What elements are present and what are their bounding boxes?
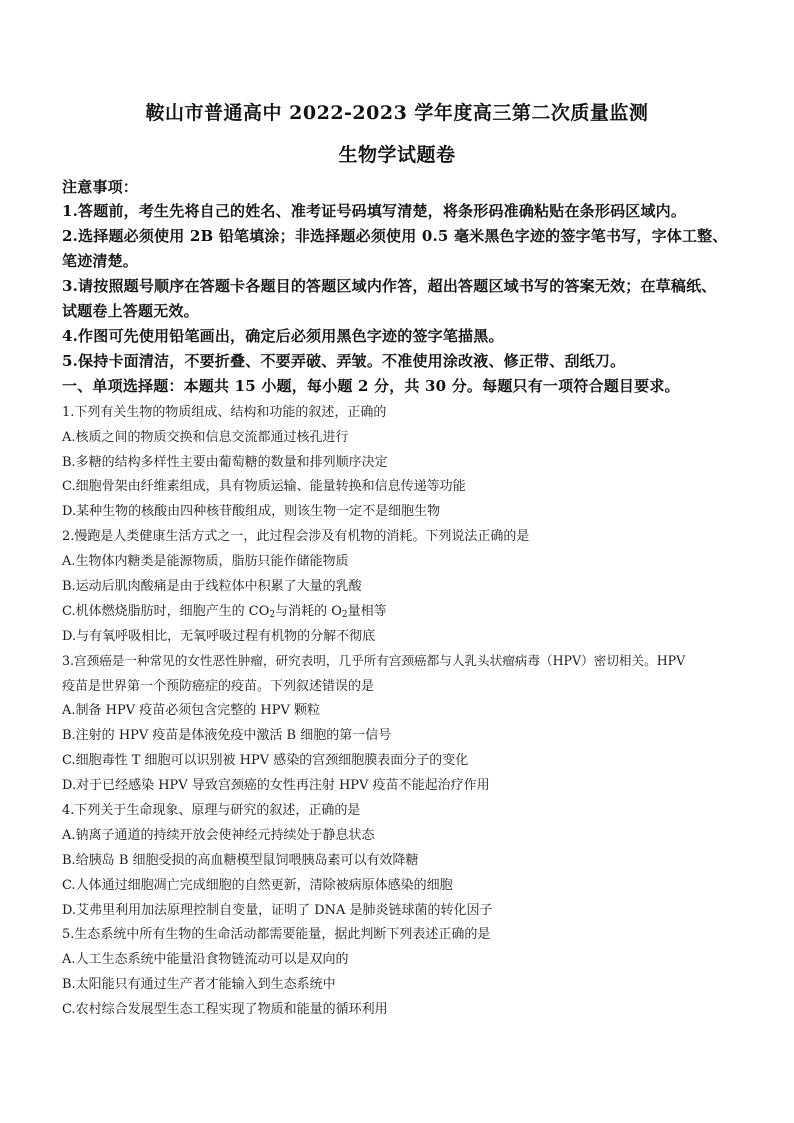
q2-option-c-post: 量相等	[347, 604, 387, 619]
q5-option-b: B.太阳能只有通过生产者才能输入到生态系统中	[62, 977, 336, 992]
q2-option-b: B.运动后肌肉酸痛是由于线粒体中积累了大量的乳酸	[62, 579, 362, 594]
q2-option-c-sub-1: 2	[269, 610, 276, 620]
q2-option-d: D.与有氧呼吸相比，无氧呼吸过程有机物的分解不彻底	[62, 629, 376, 644]
q3-option-d: D.对于已经感染 HPV 导致宫颈癌的女性再注射 HPV 疫苗不能起治疗作用	[62, 778, 490, 793]
q1-option-c: C.细胞骨架由纤维素组成，具有物质运输、能量转换和信息传递等功能	[62, 479, 466, 494]
q2-option-c-pre: C.机体燃烧脂肪时，细胞产生的 CO	[62, 604, 270, 619]
q4-option-b: B.给胰岛 B 细胞受损的高血糖模型鼠饲喂胰岛素可以有效降糖	[62, 853, 419, 868]
q4-option-d: D.艾弗里利用加法原理控制自变量，证明了 DNA 是肺炎链球菌的转化因子	[62, 903, 493, 918]
note-1: 1.答题前，考生先将自己的姓名、准考证号码填写清楚，将条形码准确粘贴在条形码区域内。	[62, 202, 687, 220]
q5-option-c: C.农村综合发展型生态工程实现了物质和能量的循环利用	[62, 1002, 388, 1017]
note-5: 5.保持卡面清洁，不要折叠、不要弄破、弄皱。不准使用涂改液、修正带、刮纸刀。	[62, 352, 626, 370]
exam-title: 鞍山市普通高中 2022-2023 学年度高三第二次质量监测	[145, 102, 649, 124]
q3-stem-line-1: 3.宫颈癌是一种常见的女性恶性肿瘤，研究表明，几乎所有宫颈癌都与人乳头状瘤病毒（HPV）密切相关。HPV	[62, 653, 686, 668]
q4-option-a: A.钠离子通道的持续开放会使神经元持续处于静息状态	[62, 828, 375, 843]
q1-option-b: B.多糖的结构多样性主要由葡萄糖的数量和排列顺序决定	[62, 455, 388, 470]
q2-stem: 2.慢跑是人类健康生活方式之一，此过程会涉及有机物的消耗。下列说法正确的是	[62, 529, 530, 544]
note-3-line-1: 3.请按照题号顺序在答题卡各题目的答题区域内作答，超出答题区域书写的答案无效；在草稿纸、	[62, 277, 717, 295]
note-2-line-1: 2.选择题必须使用 2B 铅笔填涂；非选择题必须使用 0.5 毫米黑色字迹的签字笔书写，字体工整、	[62, 227, 728, 245]
q3-option-a: A.制备 HPV 疫苗必须包含完整的 HPV 颗粒	[62, 703, 320, 718]
q2-option-c	[62, 600, 752, 619]
q3-option-c: C.细胞毒性 T 细胞可以识别被 HPV 感染的宫颈细胞膜表面分子的变化	[62, 753, 469, 768]
note-3-line-2: 试题卷上答题无效。	[62, 302, 199, 320]
q5-stem: 5.生态系统中所有生物的生命活动都需要能量，据此判断下列表述正确的是	[62, 927, 491, 942]
q3-stem-line-2: 疫苗是世界第一个预防癌症的疫苗。下列叙述错误的是	[62, 679, 375, 694]
note-4: 4.作图可先使用铅笔画出，确定后必须用黑色字迹的签字笔描黑。	[62, 327, 504, 345]
q4-stem: 4.下列关于生命现象、原理与研究的叙述，正确的是	[62, 803, 361, 818]
q2-option-a: A.生物体内糖类是能源物质，脂肪只能作储能物质	[62, 554, 349, 569]
q5-option-a: A.人工生态系统中能量沿食物链流动可以是双向的	[62, 952, 349, 967]
q2-option-c-mid: 与消耗的 O	[275, 604, 342, 619]
note-2-line-2: 笔迹清楚。	[62, 252, 139, 270]
q1-option-d: D.某种生物的核酸由四种核苷酸组成，则该生物一定不是细胞生物	[62, 504, 441, 519]
q1-stem: 1.下列有关生物的物质组成、结构和功能的叙述，正确的	[62, 405, 387, 420]
q4-option-c: C.人体通过细胞凋亡完成细胞的自然更新，清除被病原体感染的细胞	[62, 878, 453, 893]
exam-subtitle: 生物学试题卷	[338, 144, 456, 166]
q2-option-c-sub-2: 2	[341, 610, 348, 620]
section-1-heading: 一、单项选择题：本题共 15 小题，每小题 2 分，共 30 分。每题只有一项符合题目要求。	[62, 377, 680, 395]
notes-heading: 注意事项：	[62, 178, 139, 196]
q1-option-a: A.核质之间的物质交换和信息交流都通过核孔进行	[62, 430, 349, 445]
q3-option-b: B.注射的 HPV 疫苗是体液免疫中激活 B 细胞的第一信号	[62, 728, 392, 743]
